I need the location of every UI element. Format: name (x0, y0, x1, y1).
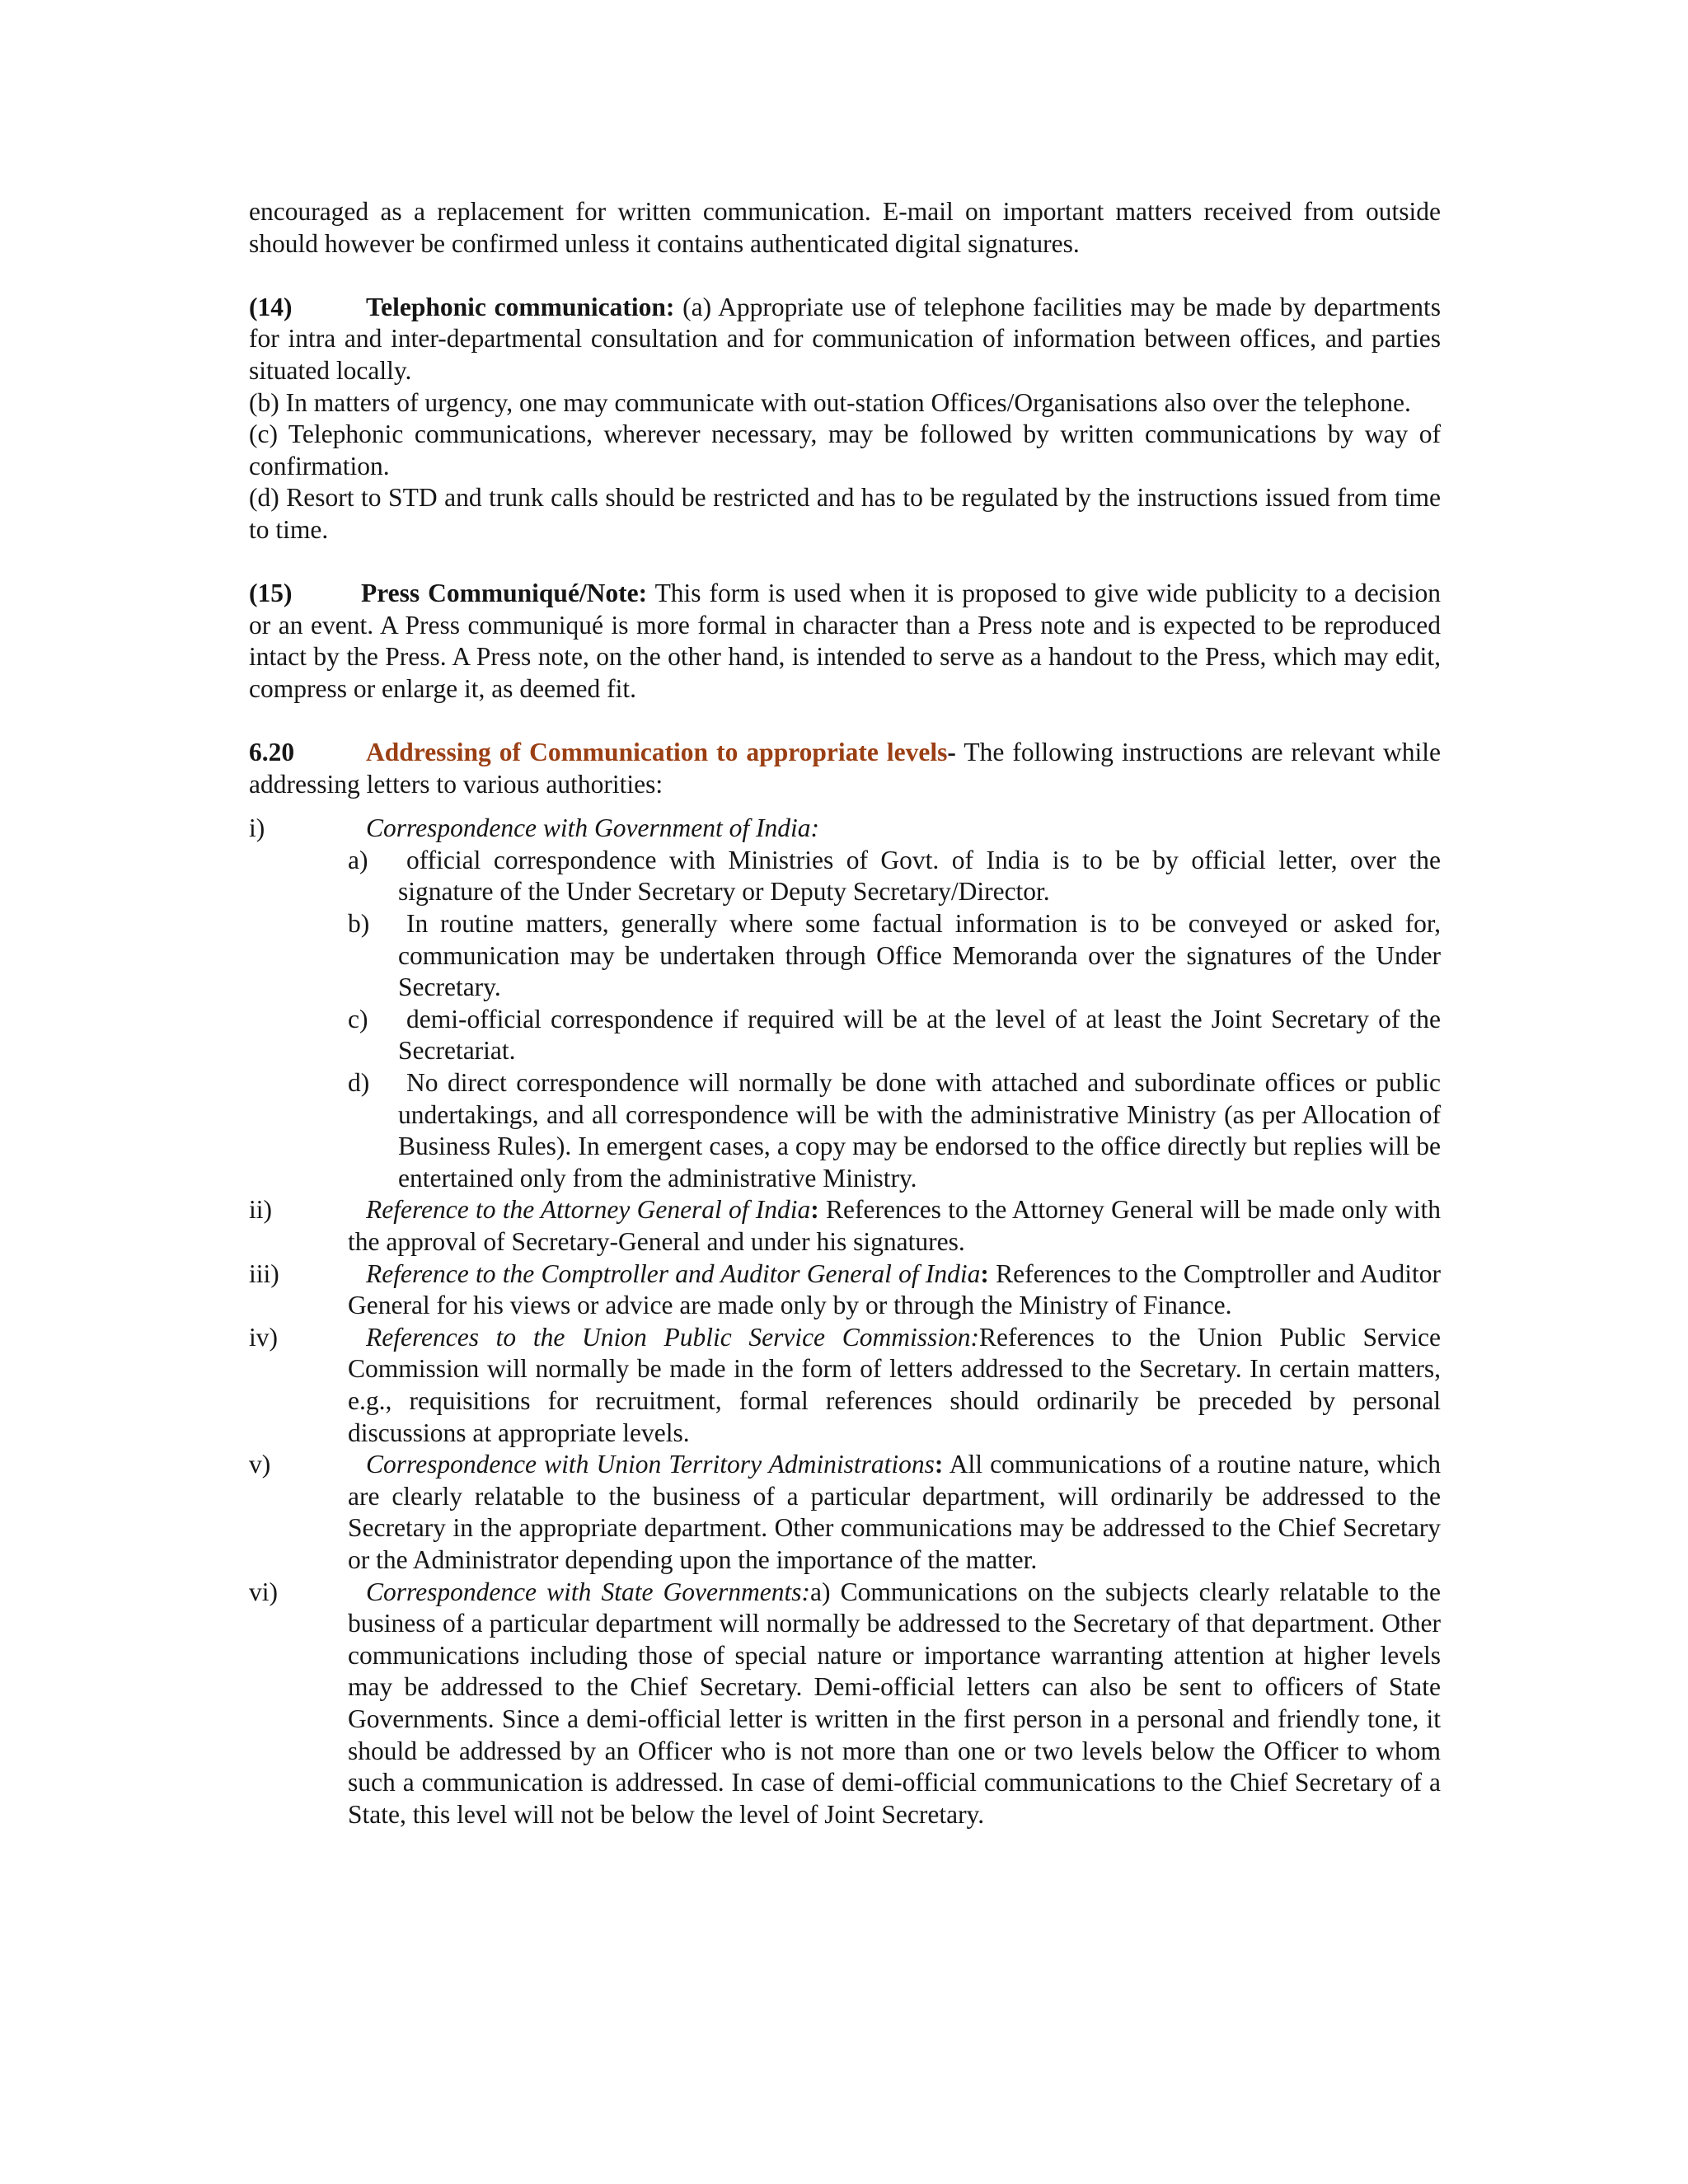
section-14-number: (14) (249, 292, 293, 321)
document-page (249, 196, 1441, 1830)
item-v-text: All communications of a routine nature, which are clearly relatable to the business of a particular department, will ordinarily be addressed to the Secretary in the appropriate department. Other communications may be addressed to the Chief Secretary or the Administrator depending upon the importance of the matter. (348, 1450, 1441, 1574)
list-item-ii (249, 1194, 1441, 1258)
item-v-separator: : (934, 1450, 944, 1479)
roman-number-iii: iii) (249, 1258, 279, 1288)
subitem-b-label: b) (348, 909, 370, 939)
section-14-point-d: (d) Resort to STD and trunk calls should be restricted and has to be regulated by the instructions issued from time to time. (249, 483, 1441, 544)
item-iv-text: References to the Union Public Service Commission will normally be made in the form of letters addressed to the Secretary. In certain matters, e.g., requisitions for recruitment, formal references should ordinarily be preceded by personal discussions at appropriate levels. (348, 1322, 1441, 1447)
subitem-a (348, 845, 1441, 908)
list-item-vi (249, 1577, 1441, 1831)
item-vi-text: a) Communications on the subjects clearly relatable to the business of a particular department will normally be addressed to the Secretary of that department. Other communications including those of special nature or importance warranting attention at higher levels may be addressed to the Chief Secretary. Demi-official letters can also be sent to officers of State Governments. Since a demi-official letter is written in the first person in a personal and friendly tone, it should be addressed by an Officer who is not more than one or two levels below the Officer to whom such a communication is addressed. In case of demi-official communications to the Chief Secretary of a State, this level will not be below the level of Joint Secretary. (348, 1577, 1441, 1829)
subitem-c-text: demi-official correspondence if required will be at the level of at least the Joint Secretary of the Secretariat. (398, 1004, 1441, 1066)
item-i-title: Correspondence with Government of India: (366, 813, 819, 843)
list-item-v (249, 1449, 1441, 1576)
roman-number-v: v) (249, 1450, 271, 1479)
section-620-dash: - (947, 738, 956, 767)
subitem-d-label: d) (348, 1068, 370, 1098)
subitem-b (348, 908, 1441, 1004)
section-15-paragraph (249, 578, 1441, 705)
item-iv-title: References to the Union Public Service Commission: (366, 1322, 979, 1352)
item-ii-text: References to the Attorney General will be made only with the approval of Secretary-General and under his signatures. (348, 1195, 1441, 1256)
roman-number-iv: iv) (249, 1322, 278, 1352)
list-item-i (249, 813, 1441, 1194)
section-14-paragraph (249, 292, 1441, 387)
roman-number-vi: vi) (249, 1577, 278, 1606)
item-i-subitems (348, 845, 1441, 1195)
subitem-c-label: c) (348, 1004, 368, 1033)
section-620-text: The following instructions are relevant while addressing letters to various authorities: (249, 738, 1442, 799)
section-14-heading: Telephonic communication: (366, 292, 675, 321)
subitem-a-label: a) (348, 845, 368, 874)
section-14-point-a: (a) Appropriate use of telephone facilities may be made by departments for intra and inter-departmental consultation and for communication of information between offices, and parties situated locally. (249, 292, 1442, 385)
item-iii-title: Reference to the Comptroller and Auditor General of India (366, 1258, 981, 1288)
section-620-number: 6.20 (249, 738, 295, 767)
subitem-d (348, 1067, 1441, 1194)
subitem-a-text: official correspondence with Ministries of Govt. of India is to be by official letter, over the signature of the Under Secretary or Deputy Secretary/Director. (398, 845, 1441, 907)
subitem-b-text: In routine matters, generally where some factual information is to be conveyed or asked for, communication may be undertaken through Office Memoranda over the signatures of the Under Secretary. (398, 909, 1441, 1002)
item-ii-title: Reference to the Attorney General of India (366, 1195, 811, 1225)
item-iii-separator: : (980, 1258, 989, 1288)
section-14-point-b: (b) In matters of urgency, one may communicate with out-station Offices/Organisations also over the telephone. (249, 387, 1411, 417)
item-vi-title: Correspondence with State Governments: (366, 1577, 811, 1606)
section-15-text: This form is used when it is proposed to give wide publicity to a decision or an event. A Press communiqué is more formal in character than a Press note and is expected to be reproduced intact by the Press. A Press note, on the other hand, is intended to serve as a handout to the Press, which may edit, compress or enlarge it, as deemed fit. (249, 579, 1441, 703)
roman-number-ii: ii) (249, 1195, 272, 1225)
intro-paragraph: encouraged as a replacement for written communication. E-mail on important matters received from outside should however be confirmed unless it contains authenticated digital signatures. (249, 197, 1441, 258)
roman-number-i: i) (249, 813, 265, 843)
item-v-title: Correspondence with Union Territory Administrations (366, 1450, 935, 1479)
item-ii-separator: : (810, 1195, 819, 1225)
section-15-heading: Press Communiqué/Note: (361, 579, 648, 608)
section-620-heading: Addressing of Communication to appropriate levels (366, 738, 948, 767)
section-15-number: (15) (249, 579, 293, 608)
subitem-c (348, 1004, 1441, 1067)
list-item-iv (249, 1322, 1441, 1449)
list-item-iii (249, 1258, 1441, 1322)
section-14-point-c: (c) Telephonic communications, wherever necessary, may be followed by written communications by way of confirmation. (249, 419, 1441, 480)
section-620-paragraph (249, 737, 1441, 800)
subitem-d-text: No direct correspondence will normally be done with attached and subordinate offices or public undertakings, and all correspondence will be with the administrative Ministry (as per Allocation of Business Rules). In emergent cases, a copy may be endorsed to the office directly but replies will be entertained only from the administrative Ministry. (398, 1068, 1441, 1193)
item-iii-text: References to the Comptroller and Auditor General for his views or advice are made only by or through the Ministry of Finance. (348, 1258, 1441, 1320)
